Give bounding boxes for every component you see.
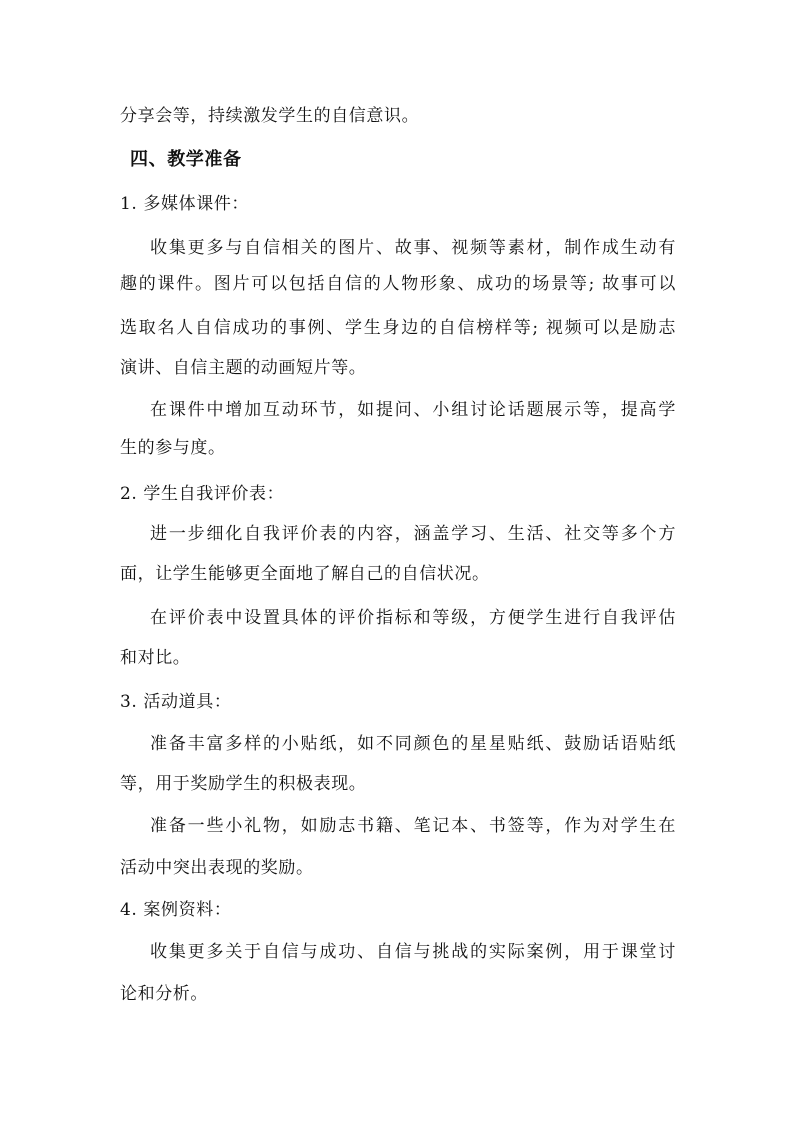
list-item-heading: 4. 案例资料： [120, 900, 232, 920]
list-item-heading: 2. 学生自我评价表： [120, 484, 285, 504]
section-heading: 四、教学准备 [130, 149, 242, 170]
paragraph-line: 收集更多与自信相关的图片、故事、视频等素材，制作成生动有 [150, 238, 676, 258]
list-item-heading: 1. 多媒体课件： [120, 194, 250, 214]
paragraph-line: 等，用于奖励学生的积极表现。 [120, 774, 367, 794]
paragraph-line: 趣的课件。图片可以包括自信的人物形象、成功的场景等; 故事可以 [120, 274, 676, 294]
paragraph-line: 在课件中增加互动环节，如提问、小组讨论话题展示等，提高学 [150, 400, 676, 420]
paragraph-line: 准备一些小礼物，如励志书籍、笔记本、书签等，作为对学生在 [150, 816, 676, 836]
paragraph-line: 生的参与度。 [120, 438, 226, 458]
paragraph-line: 活动中突出表现的奖励。 [120, 858, 314, 878]
paragraph-line: 进一步细化自我评价表的内容，涵盖学习、生活、社交等多个方 [150, 524, 676, 544]
paragraph-line: 准备丰富多样的小贴纸，如不同颜色的星星贴纸、鼓励话语贴纸 [150, 734, 676, 754]
paragraph-line: 在评价表中设置具体的评价指标和等级，方便学生进行自我评估 [150, 608, 676, 628]
paragraph-line: 和对比。 [120, 648, 191, 668]
paragraph-line: 论和分析。 [120, 984, 208, 1004]
paragraph-line: 选取名人自信成功的事例、学生身边的自信榜样等; 视频可以是励志 [120, 318, 676, 338]
paragraph-line: 面，让学生能够更全面地了解自己的自信状况。 [120, 564, 490, 584]
list-item-heading: 3. 活动道具： [120, 692, 232, 712]
paragraph-line: 分享会等，持续激发学生的自信意识。 [120, 106, 420, 126]
paragraph-line: 收集更多关于自信与成功、自信与挑战的实际案例，用于课堂讨 [150, 942, 676, 962]
paragraph-line: 演讲、自信主题的动画短片等。 [120, 358, 367, 378]
